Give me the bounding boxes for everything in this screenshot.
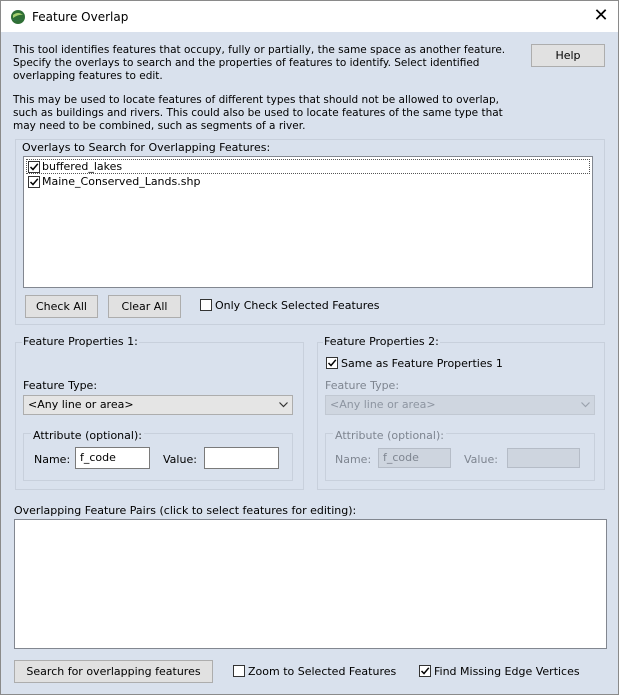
feature-properties-1-label: Feature Properties 1: [23,335,138,348]
feature-type-select-2 [325,395,595,415]
overlay-checkbox-1[interactable] [28,161,40,173]
same-as-checkbox[interactable] [326,357,338,369]
checkmark-icon [327,358,337,368]
feature-properties-2-label: Feature Properties 2: [324,335,439,348]
find-missing-checkbox[interactable] [419,665,431,677]
window-title: Feature Overlap [32,10,129,24]
attribute-name-input-2: f_code [378,448,451,468]
list-item[interactable]: buffered_lakes [42,160,123,173]
title-bar [1,1,618,32]
find-missing-label: Find Missing Edge Vertices [434,665,580,678]
only-selected-label: Only Check Selected Features [215,299,380,312]
value-label-2: Value: [464,453,498,466]
zoom-label: Zoom to Selected Features [248,665,397,678]
description-paragraph-2: This may be used to locate features of different types that should not be allowed to overlap, such as buildings and rivers. This could also be used to locate features of the same type that may need to be combined, such as segments of a river. [13,94,503,132]
feature-type-label-1: Feature Type: [23,379,98,392]
list-item[interactable]: Maine_Conserved_Lands.shp [42,175,201,188]
feature-type-label-2: Feature Type: [325,379,400,392]
feature-type-select-1[interactable] [23,395,293,415]
attribute-label-2: Attribute (optional): [335,429,444,442]
overlay-checkbox-2[interactable] [28,176,40,188]
attribute-value-input-1[interactable] [204,447,279,469]
feature-type-value-1: <Any line or area> [28,398,134,411]
overlays-label: Overlays to Search for Overlapping Features: [22,141,271,154]
check-all-button[interactable]: Check All [25,295,98,318]
name-label-2: Name: [335,453,372,466]
only-selected-checkbox[interactable] [200,299,212,311]
checkmark-icon [29,177,39,187]
feature-type-value-2: <Any line or area> [330,398,436,411]
name-label-1: Name: [34,453,71,466]
attribute-label-1: Attribute (optional): [33,429,142,442]
checkmark-icon [420,666,430,676]
help-button[interactable]: Help [531,44,605,67]
description-paragraph-1: This tool identifies features that occupy, fully or partially, the same space as another feature. Specify the overlays to search and the properties of features to identify. Select identified overlapping features to edit. [13,44,506,82]
same-as-label: Same as Feature Properties 1 [341,357,503,370]
checkmark-icon [29,162,39,172]
attribute-name-input-1[interactable]: f_code [75,447,150,469]
app-globe-icon [10,9,26,25]
clear-all-button[interactable]: Clear All [108,295,181,318]
attribute-value-input-2 [507,448,580,468]
search-button[interactable]: Search for overlapping features [14,660,213,683]
pairs-label: Overlapping Feature Pairs (click to select features for editing): [14,504,357,517]
chevron-down-icon [581,402,590,408]
close-icon[interactable]: ✕ [593,5,609,26]
chevron-down-icon [279,402,288,408]
overlapping-pairs-list[interactable] [14,519,607,649]
zoom-checkbox[interactable] [233,665,245,677]
value-label-1: Value: [163,453,197,466]
overlays-list[interactable] [23,156,593,288]
